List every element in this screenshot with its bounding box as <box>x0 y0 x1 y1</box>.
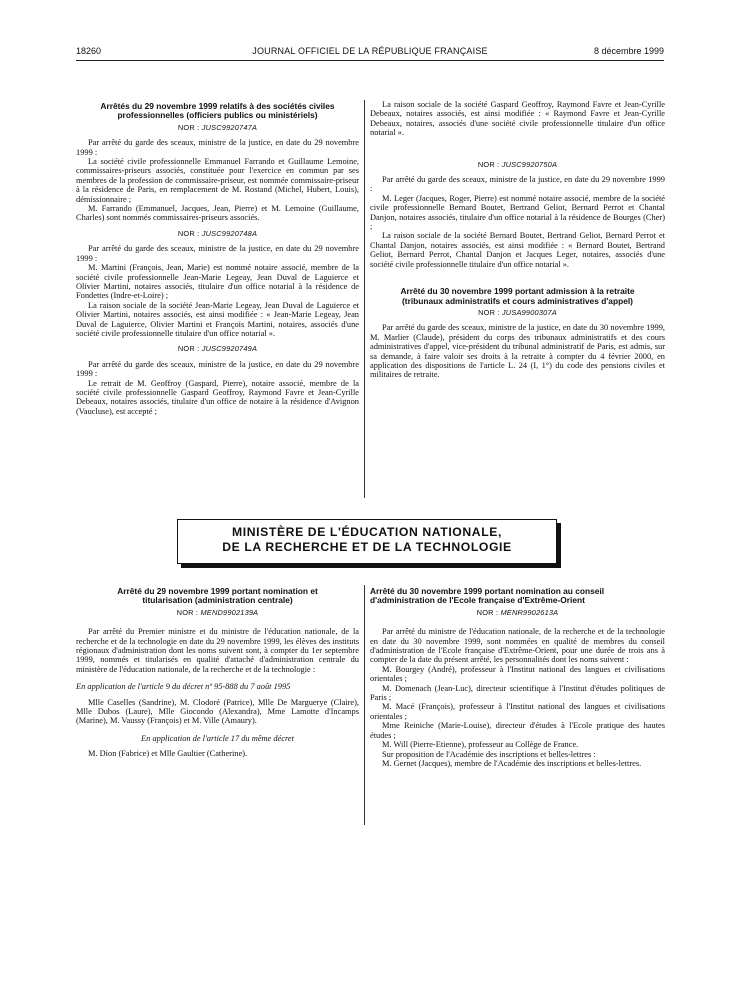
paragraph: M. Leger (Jacques, Roger, Pierre) est nommé notaire associé, membre de la société civile professionnelle Bernard Boutet, Bertrand Geliot, Bernard Perrot et Chantal Danjon, notaires associés, titulaire d'un office notarial à la résidence de Bourges (Cher) ; <box>370 193 665 232</box>
nor-reference: NOR : MEND9902139A <box>176 607 259 617</box>
decree-section <box>76 627 359 758</box>
article-title: Arrêtés du 29 novembre 1999 relatifs à des sociétés civiles professionnelles (officiers publics ou ministériels) <box>100 101 335 121</box>
decree-section <box>76 360 359 416</box>
nor-code: JUSC9920750A <box>501 159 558 169</box>
decree-section <box>370 175 665 269</box>
legal-basis: En application de l'article 9 du décret nº 95-888 du 7 août 1995 <box>76 682 291 692</box>
issue-date: 8 décembre 1999 <box>593 46 664 56</box>
decree-section <box>370 627 665 768</box>
member-entry: M. Will (Pierre-Etienne), professeur au Collège de France. <box>382 740 579 750</box>
paragraph: Le retrait de M. Geoffroy (Gaspard, Pierre), notaire associé, membre de la société civile professionnelle Gaspard Geoffroy, Raymond Favre et Jean-Cyrille Debeaux, notaires associés, titulaire d'un office de notaire à la résidence d'Avignon (Vaucluse), est accepté ; <box>76 378 359 416</box>
paragraph: La raison sociale de la société Bernard Boutet, Bertrand Geliot, Bernard Perrot et Chantal Danjon, notaires associés, est ainsi modifiée : « Bernard Boutet, Bertrand Geliot, Bernard Perrot, Chantal Danjon et Jacques Leger, notaires, associés d'une société civile professionnelle titulaire d'un office notarial ». <box>370 231 665 269</box>
paragraph: La société civile professionnelle Emmanuel Farrando et Guillaume Lemoine, commissaires-priseurs associés, constituée pour l'exercice en commun par ses membres de la profession de commissaire-priseur, est nommée commissaire-priseur à la résidence de Paris, en remplacement de M. Rostand (Michel, Hubert, Louis), démissionnaire ; <box>76 157 359 204</box>
column-divider-top <box>364 100 365 498</box>
nor-code: MEND9902139A <box>200 607 259 617</box>
paragraph: Par arrêté du garde des sceaux, ministre de la justice, en date du 29 novembre 1999 : <box>76 244 359 263</box>
member-entry: M. Domenach (Jean-Luc), directeur scientifique à l'Institut d'études politiques de Paris ; <box>370 683 665 703</box>
names-list: Mlle Caselles (Sandrine), M. Clodoré (Patrice), Mlle De Marguerye (Claire), Mlle Dubos (Laure), Mlle Giocondo (Alexandra), Mme Lamotte d'Incamps (Marine), M. Vaussy (François) et M. Ville (Amaury). <box>76 697 359 726</box>
article-title: Arrêté du 29 novembre 1999 portant nomination et titularisation (administration centrale) <box>117 586 318 606</box>
nor-reference: NOR : JUSC9920748A <box>177 228 258 238</box>
nor-code: JUSC9920748A <box>201 228 258 238</box>
article-title: Arrêté du 30 novembre 1999 portant admission à la retraite (tribunaux administratifs et cours administratives d'appel) <box>400 286 635 306</box>
nor-reference: NOR : JUSC9920749A <box>177 344 258 354</box>
paragraph: Par arrêté du ministre de l'éducation nationale, de la recherche et de la technologie en date du 30 novembre 1999, sont nommées en qualité de membres du conseil d'administration de l'Ecole française d'Extrême-Orient, pour une durée de trois ans à compter de la date du présent arrêté, les personnalités dont les noms suivent : <box>370 627 665 665</box>
column-divider-bottom <box>364 585 365 825</box>
left-column-bottom <box>76 587 359 765</box>
nor-code: JUSC9920747A <box>201 122 258 132</box>
right-column-bottom <box>370 587 665 774</box>
paragraph: Par arrêté du garde des sceaux, ministre de la justice, en date du 29 novembre 1999 : <box>370 175 665 194</box>
paragraph: Par arrêté du garde des sceaux, ministre de la justice, en date du 30 novembre 1999, M. Marlier (Claude), président du corps des tribunaux administratifs et des cours administratives d'appel, vice-président du tribunal administratif de Paris, est admis, sur sa demande, à faire valoir ses droits à la retraite à compter du 4 février 2000, en application des dispositions de l'article L. 24 (I, 1°) du code des pensions civiles et militaires de retraite. <box>370 323 665 380</box>
nor-reference: NOR : JUSA9900307A <box>478 307 557 317</box>
ministry-banner <box>177 519 557 564</box>
nor-reference: NOR : MENR9902613A <box>476 607 559 617</box>
nor-reference: NOR : JUSC9920750A <box>477 159 558 169</box>
legal-basis: En application de l'article 17 du même décret <box>141 733 294 743</box>
decree-section <box>76 244 359 338</box>
ministry-name-line2: DE LA RECHERCHE ET DE LA TECHNOLOGIE <box>222 540 512 554</box>
paragraph: Par arrêté du Premier ministre et du ministre de l'éducation nationale, de la recherche et de la technologie en date du 29 novembre 1999, les élèves des instituts régionaux d'administration dont les noms suivent sont, à compter du 1er septembre 1999, nommés et titularisés en qualité d'attaché d'administration centrale du ministère de l'éducation nationale, de la recherche et de la technologie : <box>76 627 359 674</box>
member-entry: M. Gernet (Jacques), membre de l'Académie des inscriptions et belles-lettres. <box>382 758 642 768</box>
right-column-top <box>370 100 665 386</box>
member-entry: Mme Reiniche (Marie-Louise), directeur d'études à l'Ecole pratique des hautes études ; <box>370 721 665 740</box>
member-entry: M. Bourgey (André), professeur à l'Institut national des langues et civilisations orientales ; <box>370 664 665 684</box>
paragraph: M. Martini (François, Jean, Marie) est nommé notaire associé, membre de la société civile professionnelle Jean-Marie Legeay, Jean Duval de Laguierce et Olivier Martini, notaires associés, titulaire d'un office notarial à la résidence de Fondettes (Indre-et-Loire) ; <box>76 263 359 301</box>
left-column-top <box>76 102 359 422</box>
nor-reference: NOR : JUSC9920747A <box>177 122 258 132</box>
journal-title: JOURNAL OFFICIEL DE LA RÉPUBLIQUE FRANÇAISE <box>252 46 488 56</box>
nor-code: MENR9902613A <box>500 607 559 617</box>
page-header <box>76 46 664 61</box>
decree-section <box>370 323 665 379</box>
member-entry: M. Macé (François), professeur à l'Institut national des langues et civilisations orientales ; <box>370 702 665 721</box>
ministry-name-line1: MINISTÈRE DE L'ÉDUCATION NATIONALE, <box>232 525 502 539</box>
paragraph: M. Farrando (Emmanuel, Jacques, Jean, Pierre) et M. Lemoine (Guillaume, Charles) sont nommés commissaires-priseurs associés. <box>76 204 359 223</box>
member-entry: Sur proposition de l'Académie des inscriptions et belles-lettres : <box>382 749 596 759</box>
names-list: M. Dion (Fabrice) et Mlle Gaultier (Catherine). <box>88 749 248 759</box>
paragraph: La raison sociale de la société Jean-Marie Legeay, Jean Duval de Laguierce et Olivier Martini, notaires associés, est ainsi modifiée : « Jean-Marie Legeay, Jean Duval de Laguierce, Olivier Martini et François Martini, notaires, associés d'une société civile professionnelle titulaire d'un office notarial ». <box>76 300 359 338</box>
decree-section <box>76 138 359 223</box>
paragraph: Par arrêté du garde des sceaux, ministre de la justice, en date du 29 novembre 1999 : <box>76 359 359 379</box>
paragraph: La raison sociale de la société Gaspard Geoffroy, Raymond Favre et Jean-Cyrille Debeaux, notaires associés, est ainsi modifiée : « Raymond Favre et Jean-Cyrille Debeaux, notaires, associés d'une société civile professionnelle titulaire d'un office notarial ». <box>370 100 665 138</box>
paragraph: Par arrêté du garde des sceaux, ministre de la justice, en date du 29 novembre 1999 : <box>76 138 359 157</box>
nor-code: JUSC9920749A <box>201 344 258 354</box>
article-title: Arrêté du 30 novembre 1999 portant nomination au conseil d'administration de l'Ecole française d'Extrême-Orient <box>370 586 605 606</box>
nor-code: JUSA9900307A <box>501 307 557 317</box>
decree-continuation <box>370 100 665 138</box>
page-number: 18260 <box>76 46 102 56</box>
